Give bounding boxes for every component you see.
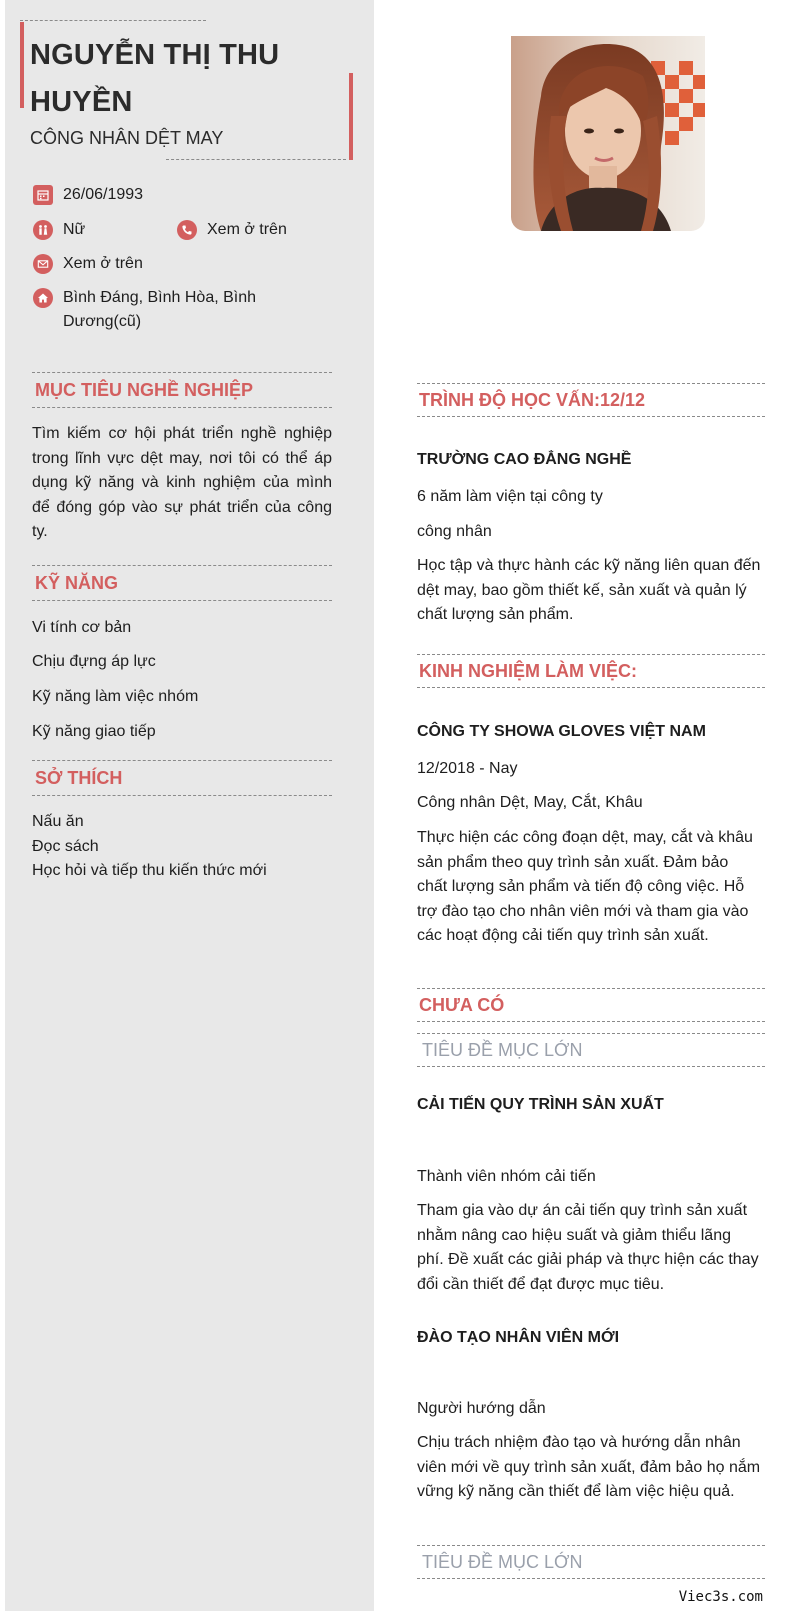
objective-text: Tìm kiếm cơ hội phát triển nghề nghiệp trong lĩnh vực dệt may, nơi tôi có thể áp dụng kỹ năng và kinh nghiệm của mình để đóng góp vào sự phát triển của công ty.	[32, 425, 332, 540]
no-content-title: CHƯA CÓ	[417, 988, 765, 1022]
gender-icon	[33, 220, 53, 240]
name-header	[20, 18, 353, 161]
email-row	[33, 254, 143, 276]
home-icon	[33, 288, 53, 308]
candidate-name: NGUYỄN THỊ THU HUYỀN	[30, 39, 280, 118]
project-name: ĐÀO TẠO NHÂN VIÊN MỚI	[417, 1329, 620, 1346]
experience-position: Công nhân Dệt, May, Cắt, Khâu	[417, 794, 643, 811]
project-description: Chịu trách nhiệm đào tạo và hướng dẫn nhân viên mới về quy trình sản xuất, đảm bảo họ nắm vững kỹ năng cần thiết để làm việc hiệu quả.	[417, 1434, 761, 1500]
birthday-row	[33, 185, 143, 207]
project-description: Tham gia vào dự án cải tiến quy trình sản xuất nhằm nâng cao hiệu suất và giảm thiểu lãng phí. Đề xuất các giải pháp và thực hiện các thay đổi cần thiết để đạt được mục tiêu.	[417, 1202, 759, 1293]
accent-bar	[20, 22, 24, 108]
profile-photo	[511, 36, 705, 231]
site-watermark: Viec3s.com	[678, 1589, 763, 1605]
objective-title: MỤC TIÊU NGHỀ NGHIỆP	[32, 372, 332, 408]
gender-value: Nữ	[63, 221, 86, 238]
accent-bar	[349, 73, 353, 160]
email-value: Xem ở trên	[63, 255, 143, 272]
education-description: Học tập và thực hành các kỹ năng liên quan đến dệt may, bao gồm thiết kế, sản xuất và quản lý chất lượng sản phẩm.	[417, 557, 761, 623]
phone-row	[177, 220, 287, 242]
address-row	[33, 288, 293, 334]
skill-item: Kỹ năng giao tiếp	[32, 723, 156, 740]
phone-value: Xem ở trên	[207, 221, 287, 238]
hobbies-title: SỞ THÍCH	[32, 760, 332, 796]
project-name: CẢI TIẾN QUY TRÌNH SẢN XUẤT	[417, 1096, 664, 1113]
experience-period: 12/2018 - Nay	[417, 760, 518, 777]
education-title: TRÌNH ĐỘ HỌC VẤN:12/12	[417, 383, 765, 417]
birthday-value: 26/06/1993	[63, 186, 144, 203]
placeholder-section-title: TIÊU ĐỀ MỤC LỚN	[417, 1033, 765, 1067]
divider	[166, 159, 346, 160]
divider	[20, 20, 206, 21]
hobby-item: Nấu ăn	[32, 813, 84, 830]
hobbies-list	[32, 810, 332, 884]
skill-item: Chịu đựng áp lực	[32, 653, 156, 670]
education-school: TRƯỜNG CAO ĐẲNG NGHỀ	[417, 451, 632, 468]
skill-item: Vi tính cơ bản	[32, 619, 132, 636]
address-value: Bình Đáng, Bình Hòa, Bình Dương(cũ)	[63, 289, 257, 330]
phone-icon	[177, 220, 197, 240]
education-duration: 6 năm làm viện tại công ty	[417, 488, 603, 505]
experience-description: Thực hiện các công đoạn dệt, may, cắt và khâu sản phẩm theo quy trình sản xuất. Đảm bảo chất lượng sản phẩm và tiến độ công việc. Hỗ trợ đào tạo cho nhân viên mới và tham gia vào các hoạt động cải tiến quy trình sản xuất.	[417, 829, 753, 944]
calendar-icon	[33, 185, 53, 205]
education-major: công nhân	[417, 523, 492, 540]
project-role: Người hướng dẫn	[417, 1400, 546, 1417]
experience-company: CÔNG TY SHOWA GLOVES VIỆT NAM	[417, 723, 706, 740]
hobby-item: Học hỏi và tiếp thu kiến thức mới	[32, 862, 267, 879]
project-role: Thành viên nhóm cải tiến	[417, 1168, 596, 1185]
job-title: CÔNG NHÂN DỆT MAY	[30, 128, 224, 148]
placeholder-section-title: TIÊU ĐỀ MỤC LỚN	[417, 1545, 765, 1579]
envelope-icon	[33, 254, 53, 274]
skill-item: Kỹ năng làm việc nhóm	[32, 688, 199, 705]
hobby-item: Đọc sách	[32, 837, 99, 855]
gender-row	[33, 220, 85, 242]
experience-title: KINH NGHIỆM LÀM VIỆC:	[417, 654, 765, 688]
skills-title: KỸ NĂNG	[32, 565, 332, 601]
